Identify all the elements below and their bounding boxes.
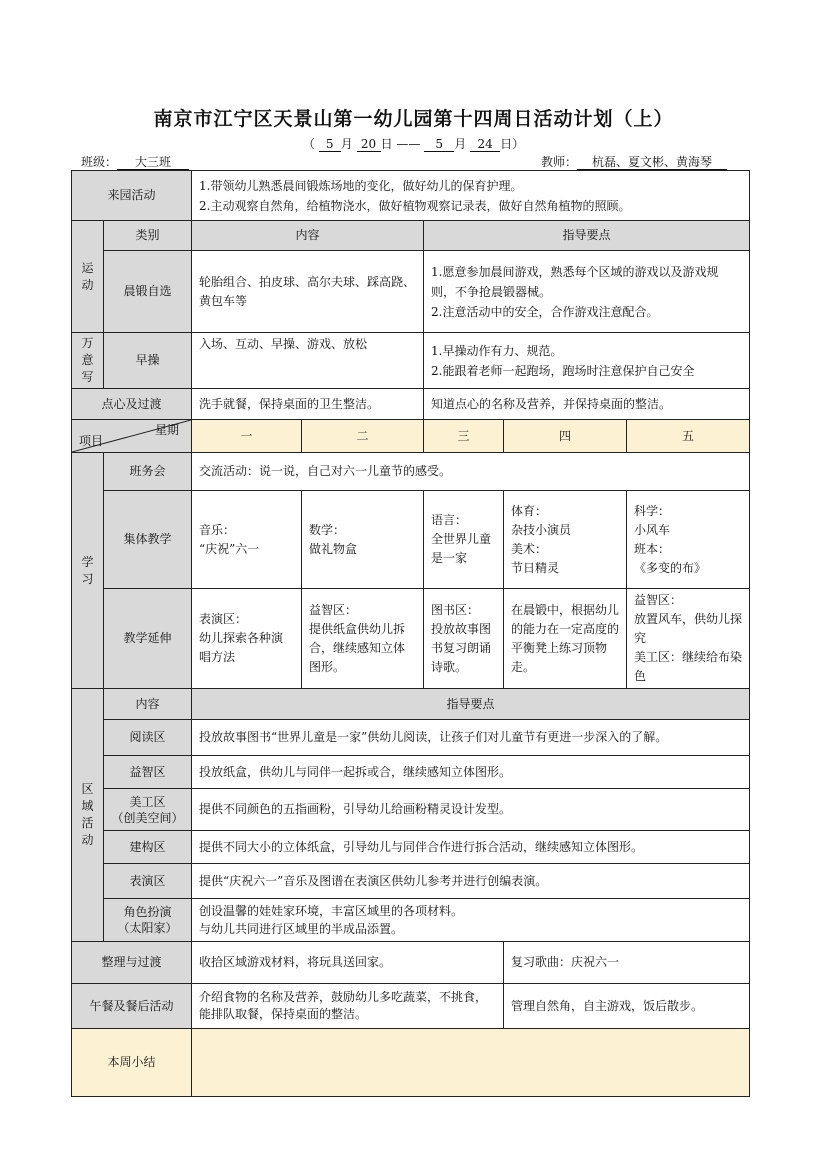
lunch-content: 介绍食物的名称及营养，鼓励幼儿多吃蔬菜，不挑食，能排队取餐，保持桌面的整洁。 <box>192 984 504 1029</box>
area-text: 投放纸盒，供幼儿与同伴一起拆或合，继续感知立体图形。 <box>192 756 750 789</box>
morning-points: 1.早操动作有力、规范。 2.能跟着老师一起跑场，跑场时注意保护自己安全 <box>424 333 750 389</box>
group-wed: 语言： 全世界儿童是一家 <box>424 491 504 589</box>
area-row <box>72 720 750 756</box>
areas-col-content: 内容 <box>104 689 192 720</box>
meeting-label: 班务会 <box>104 453 192 491</box>
group-tue: 数学： 做礼物盒 <box>302 491 424 589</box>
tidy-label: 整理与过渡 <box>72 942 192 984</box>
area-name: 美工区 （创美空间） <box>104 789 192 831</box>
class-info: 班级： 大三班 <box>81 153 189 170</box>
area-row <box>72 864 750 899</box>
area-row <box>72 789 750 831</box>
meeting-row <box>72 453 750 491</box>
corner-top: 星期 <box>155 423 180 437</box>
areas-col-points: 指导要点 <box>192 689 750 720</box>
date-range: （ 5 月 20 日 —— 5 月 24 日） <box>302 137 525 151</box>
exercise-section-label: 运动 <box>72 221 104 333</box>
area-text: 投放故事图书“世界儿童是一家”供幼儿阅读，让孩子们对儿童节有更进一步深入的了解。 <box>192 720 750 756</box>
end-month: 5 <box>424 138 454 152</box>
page-title: 南京市江宁区天景山第一幼儿园第十四周日活动计划（上） <box>153 108 674 130</box>
morning-row <box>72 333 750 389</box>
exercise-points: 1.愿意参加晨间游戏，熟悉每个区域的游戏以及游戏规则，不争抢晨锻器械。 2.注意活动中的安全，合作游戏注意配合。 <box>424 251 750 333</box>
exercise-item-label: 晨锻自选 <box>104 251 192 333</box>
snack-row <box>72 389 750 420</box>
group-thu: 体育： 杂技小演员 美术： 节日精灵 <box>504 491 627 589</box>
lunch-points: 管理自然角，自主游戏，饭后散步。 <box>504 984 750 1029</box>
start-month: 5 <box>319 138 341 152</box>
lunch-row <box>72 984 750 1029</box>
area-row <box>72 899 750 942</box>
day-fri: 五 <box>627 420 750 453</box>
extension-row <box>72 589 750 689</box>
snack-points: 知道点心的名称及营养，并保持桌面的整洁。 <box>424 389 750 420</box>
snack-label: 点心及过渡 <box>72 389 192 420</box>
summary-label: 本周小结 <box>72 1029 192 1097</box>
morning-section-label: 万意写 <box>72 333 104 389</box>
tidy-points: 复习歌曲：庆祝六一 <box>504 942 750 984</box>
area-name: 益智区 <box>104 756 192 789</box>
area-row <box>72 831 750 864</box>
summary-row <box>72 1029 750 1097</box>
end-day: 24 <box>470 138 500 152</box>
teacher-names: 杭磊、夏文彬、黄海琴 <box>577 156 727 170</box>
day-thu: 四 <box>504 420 627 453</box>
group-teaching-row <box>72 491 750 589</box>
area-text: 提供不同颜色的五指画粉，引导幼儿给画粉精灵设计发型。 <box>192 789 750 831</box>
group-fri: 科学： 小风车 班本： 《多变的布》 <box>627 491 750 589</box>
area-name: 角色扮演 （太阳家） <box>104 899 192 942</box>
col-type: 类别 <box>104 221 192 251</box>
morning-item-label: 早操 <box>104 333 192 389</box>
day-tue: 二 <box>302 420 424 453</box>
group-mon: 音乐： “庆祝”六一 <box>192 491 302 589</box>
area-row <box>72 756 750 789</box>
summary-content[interactable] <box>192 1029 750 1097</box>
col-content: 内容 <box>192 221 424 251</box>
area-name: 建构区 <box>104 831 192 864</box>
ext-mon: 表演区： 幼儿探索各种演唱方法 <box>192 589 302 689</box>
area-text: 提供“庆祝六一”音乐及图谱在表演区供幼儿参考并进行创编表演。 <box>192 864 750 899</box>
exercise-row <box>72 251 750 333</box>
areas-header-row <box>72 689 750 720</box>
arrival-row <box>72 171 750 221</box>
area-name: 阅读区 <box>104 720 192 756</box>
tidy-row <box>72 942 750 984</box>
col-points: 指导要点 <box>424 221 750 251</box>
class-value: 大三班 <box>117 156 189 170</box>
group-label: 集体教学 <box>104 491 192 589</box>
ext-thu: 在晨锻中，根据幼儿的能力在一定高度的平衡凳上练习顶物走。 <box>504 589 627 689</box>
morning-content: 入场、互动、早操、游戏、放松 <box>192 333 424 389</box>
week-header-row <box>72 420 750 453</box>
exercise-content: 轮胎组合、拍皮球、高尔夫球、踩高跷、黄包车等 <box>192 251 424 333</box>
teacher-info: 教师： 杭磊、夏文彬、黄海琴 <box>541 153 727 170</box>
exercise-header-row <box>72 221 750 251</box>
areas-section-label: 区域活动 <box>72 689 104 942</box>
day-mon: 一 <box>192 420 302 453</box>
plan-table <box>71 170 750 1097</box>
study-section-label: 学习 <box>72 453 104 689</box>
area-text: 创设温馨的娃娃家环境，丰富区域里的各项材料。 与幼儿共同进行区域里的半成品添置。 <box>192 899 750 942</box>
ext-label: 教学延伸 <box>104 589 192 689</box>
snack-content: 洗手就餐，保持桌面的卫生整洁。 <box>192 389 424 420</box>
ext-wed: 图书区： 投放故事图书复习朗诵诗歌。 <box>424 589 504 689</box>
corner-bottom: 项目 <box>79 434 104 448</box>
tidy-content: 收拾区域游戏材料，将玩具送回家。 <box>192 942 504 984</box>
start-day: 20 <box>357 138 381 152</box>
ext-fri: 益智区： 放置风车，供幼儿探究 美工区：继续给布染色 <box>627 589 750 689</box>
area-name: 表演区 <box>104 864 192 899</box>
ext-tue: 益智区： 提供纸盒供幼儿拆合，继续感知立体图形。 <box>302 589 424 689</box>
arrival-content: 1.带领幼儿熟悉晨间锻炼场地的变化，做好幼儿的保育护理。 2.主动观察自然角，给植物浇水，做好植物观察记录表，做好自然角植物的照顾。 <box>192 171 750 221</box>
arrival-label: 来园活动 <box>72 171 192 221</box>
week-corner-cell <box>72 420 192 453</box>
day-wed: 三 <box>424 420 504 453</box>
lunch-label: 午餐及餐后活动 <box>72 984 192 1029</box>
area-text: 提供不同大小的立体纸盒，引导幼儿与同伴合作进行拆合活动，继续感知立体图形。 <box>192 831 750 864</box>
meeting-content: 交流活动：说一说，自己对六一儿童节的感受。 <box>192 453 750 491</box>
